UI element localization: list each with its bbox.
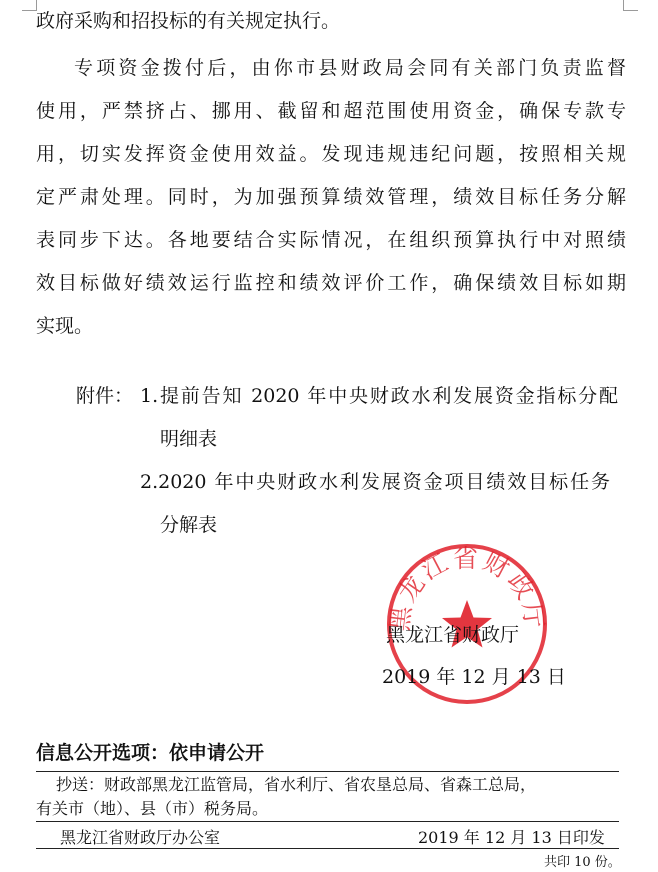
body-line: 专项资金拨付后，由你市县财政局会同有关部门负责监督 [74,57,626,79]
footer-rule-top [36,771,619,772]
seal-text: 黑龙江省财政厅 [385,543,549,633]
body-line: 政府采购和招投标的有关规定执行。 [36,10,341,32]
attachment-1-title: 1.提前告知 2020 年中央财政水利发展资金指标分配 [140,385,618,407]
body-line: 用，切实发挥资金使用效益。发现违规违纪问题，按照相关规 [36,143,626,165]
attachment-2-title-cont: 分解表 [160,514,218,536]
issuer-organization: 黑龙江省财政厅 [386,624,520,646]
disclosure-option: 信息公开选项：依申请公开 [36,742,265,764]
paragraph-funds-supervision [36,47,626,348]
attachment-2-title: 2.2020 年中央财政水利发展资金项目绩效目标任务 [140,471,610,493]
body-line: 效目标做好绩效运行监控和绩效评价工作，确保绩效目标如期 [36,272,626,294]
issuing-office: 黑龙江省财政厅办公室 [60,828,221,847]
print-copies: 共印 10 份。 [544,855,621,870]
attachments-label: 附件： [76,385,134,407]
cc-recipients-line2: 有关市（地）、县（市）税务局。 [36,799,269,818]
body-line: 定严肃处理。同时，为加强预算绩效管理，绩效目标任务分解 [36,186,626,208]
body-line: 表同步下达。各地要结合实际情况，在组织预算执行中对照绩 [36,229,626,251]
paragraph-continuation [36,0,626,43]
footer-rule-middle [36,821,619,822]
footer-rule-bottom [36,848,619,849]
page-corner-mark-left [22,0,37,11]
cc-recipients-line1: 抄送：财政部黑龙江监管局，省水利厅、省农垦总局、省森工总局， [56,775,537,794]
print-date: 2019 年 12 月 13 日印发 [418,828,605,847]
issue-date: 2019 年 12 月 13 日 [382,666,566,688]
attachment-1-title-cont: 明细表 [160,428,218,450]
body-line: 使用，严禁挤占、挪用、截留和超范围使用资金，确保专款专 [36,100,626,122]
body-line: 实现。 [36,315,94,337]
